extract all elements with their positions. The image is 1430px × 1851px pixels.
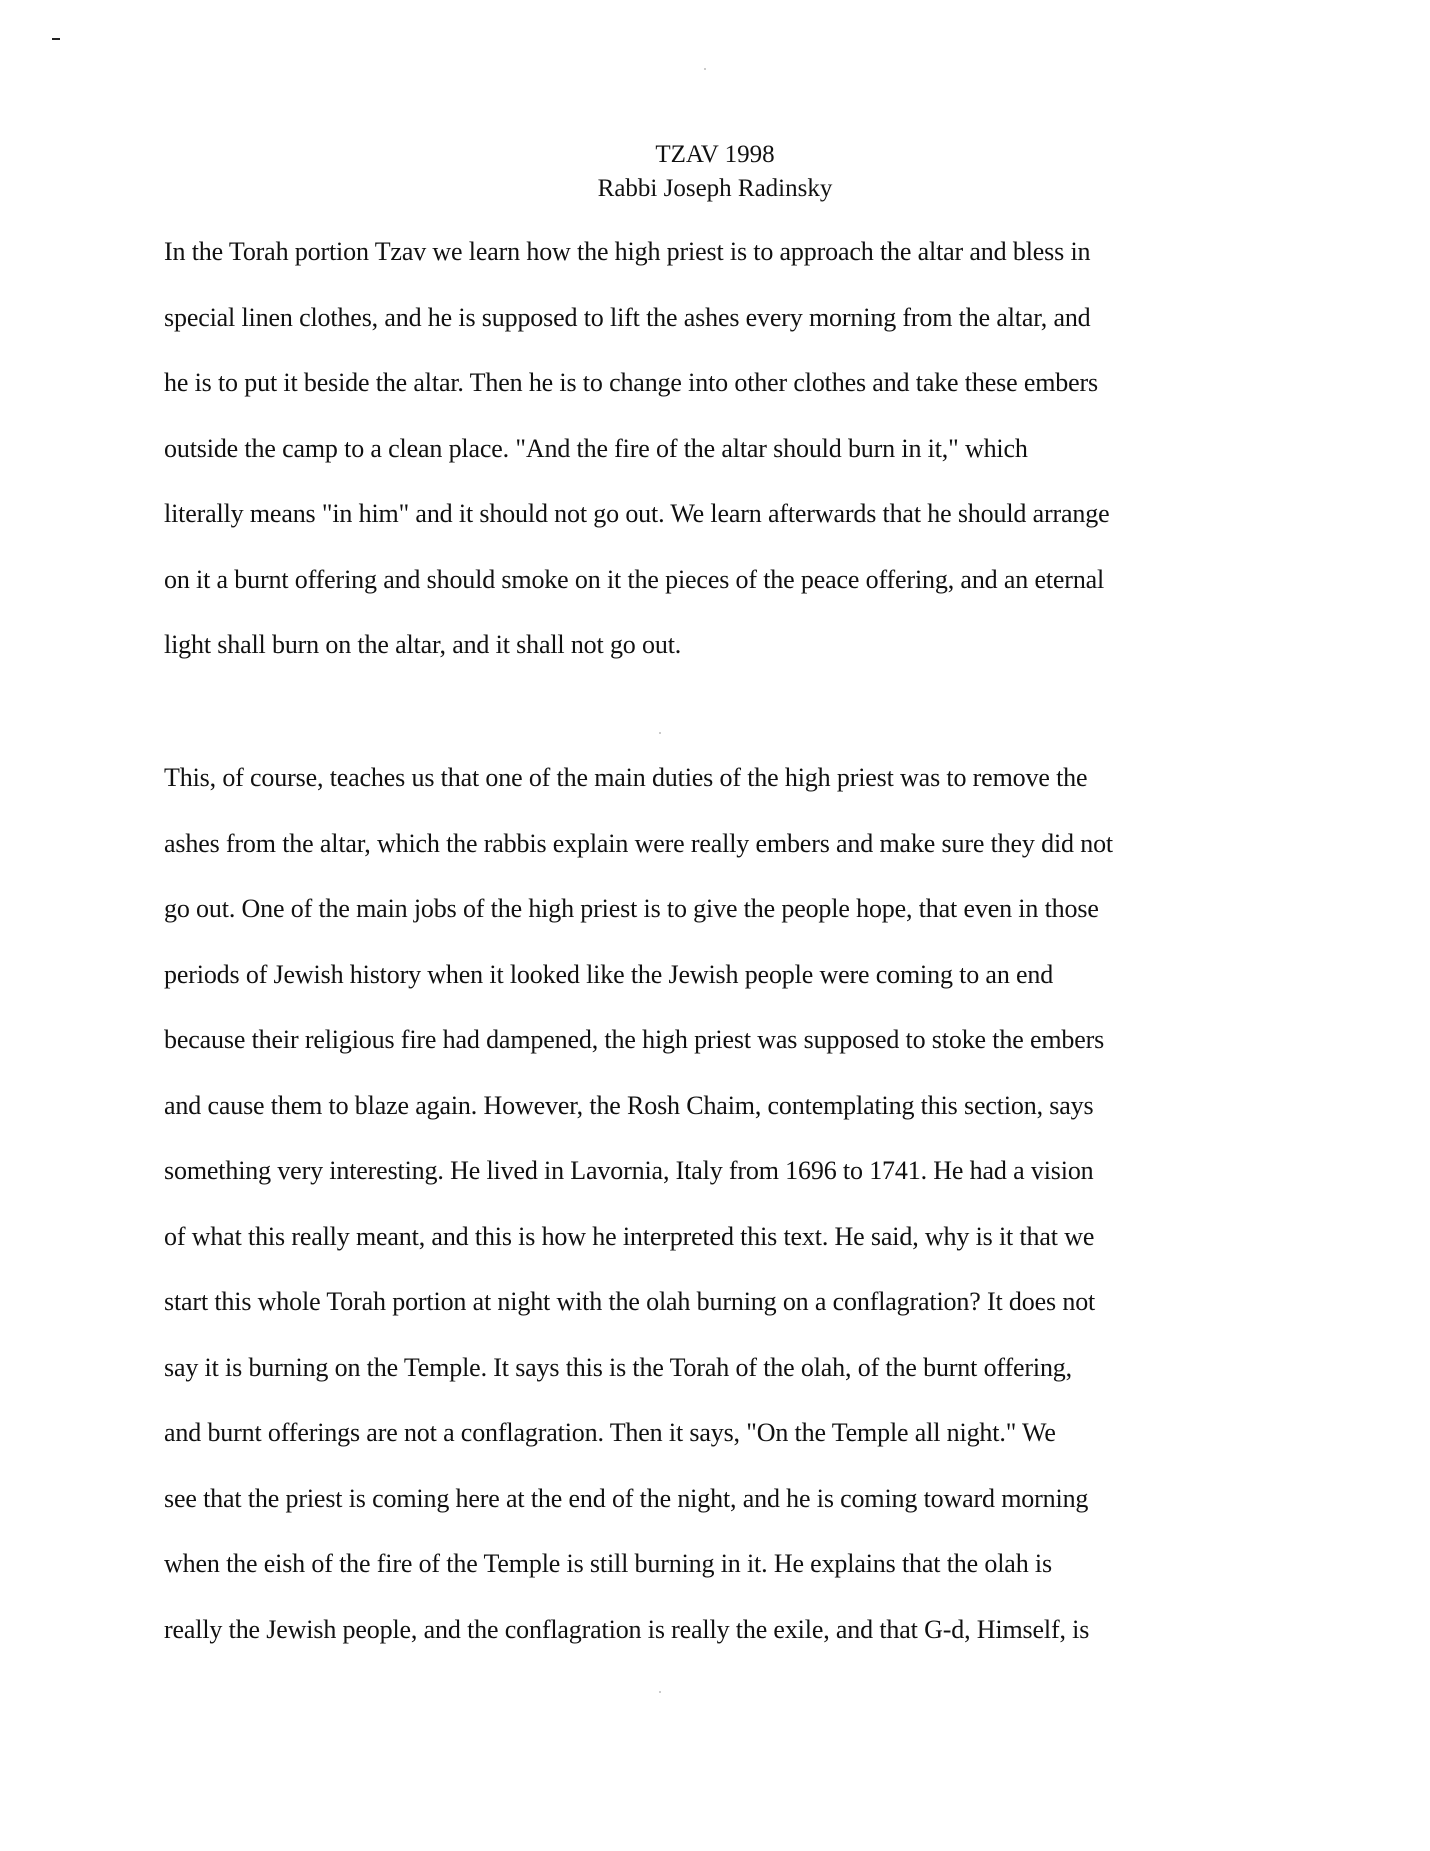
paragraph-1 xyxy=(164,237,1110,696)
text-line: This, of course, teaches us that one of the main duties of the high priest was to remove the xyxy=(164,763,1088,792)
text-line: see that the priest is coming here at the end of the night, and he is coming toward morning xyxy=(164,1483,1089,1513)
text-line: periods of Jewish history when it looked like the Jewish people were coming to an end xyxy=(164,959,1054,989)
text-line: literally means "in him" and it should not go out. We learn afterwards that he should arrange xyxy=(164,499,1110,528)
scan-speck xyxy=(704,68,706,70)
scan-speck xyxy=(659,1691,661,1693)
text-line: really the Jewish people, and the conflagration is really the exile, and that G-d, Himself, is xyxy=(164,1614,1090,1644)
text-line: something very interesting. He lived in Lavornia, Italy from 1696 to 1741. He had a vision xyxy=(164,1156,1094,1185)
text-line: special linen clothes, and he is supposed to lift the ashes every morning from the altar, and xyxy=(164,302,1091,332)
text-line: on it a burnt offering and should smoke on it the pieces of the peace offering, and an eternal xyxy=(164,564,1105,594)
paragraph-2 xyxy=(164,763,1113,1680)
text-line: go out. One of the main jobs of the high priest is to give the people hope, that even in those xyxy=(164,894,1099,923)
document-header xyxy=(0,138,1430,206)
text-line: say it is burning on the Temple. It says this is the Torah of the olah, of the burnt offering, xyxy=(164,1352,1072,1382)
text-line: light shall burn on the altar, and it shall not go out. xyxy=(164,630,682,659)
document-author: Rabbi Joseph Radinsky xyxy=(597,175,833,202)
text-line: outside the camp to a clean place. "And the fire of the altar should burn in it," which xyxy=(164,433,1028,463)
text-line: of what this really meant, and this is how he interpreted this text. He said, why is it that we xyxy=(164,1221,1095,1251)
text-line: he is to put it beside the altar. Then he is to change into other clothes and take these embers xyxy=(164,368,1099,397)
scan-artifact-mark xyxy=(52,38,60,40)
scan-speck xyxy=(659,732,661,734)
text-line: ashes from the altar, which the rabbis explain were really embers and make sure they did not xyxy=(164,828,1113,858)
text-line: and burnt offerings are not a conflagration. Then it says, "On the Temple all night." We xyxy=(164,1418,1056,1447)
text-line: and cause them to blaze again. However, the Rosh Chaim, contemplating this section, says xyxy=(164,1090,1094,1120)
text-line: start this whole Torah portion at night with the olah burning on a conflagration? It does not xyxy=(164,1287,1096,1316)
text-line: when the eish of the fire of the Temple is still burning in it. He explains that the olah is xyxy=(164,1549,1052,1578)
text-line: because their religious fire had dampened, the high priest was supposed to stoke the embers xyxy=(164,1025,1105,1054)
text-line: In the Torah portion Tzav we learn how the high priest is to approach the altar and bless in xyxy=(164,237,1091,266)
document-title: TZAV 1998 xyxy=(655,141,775,168)
